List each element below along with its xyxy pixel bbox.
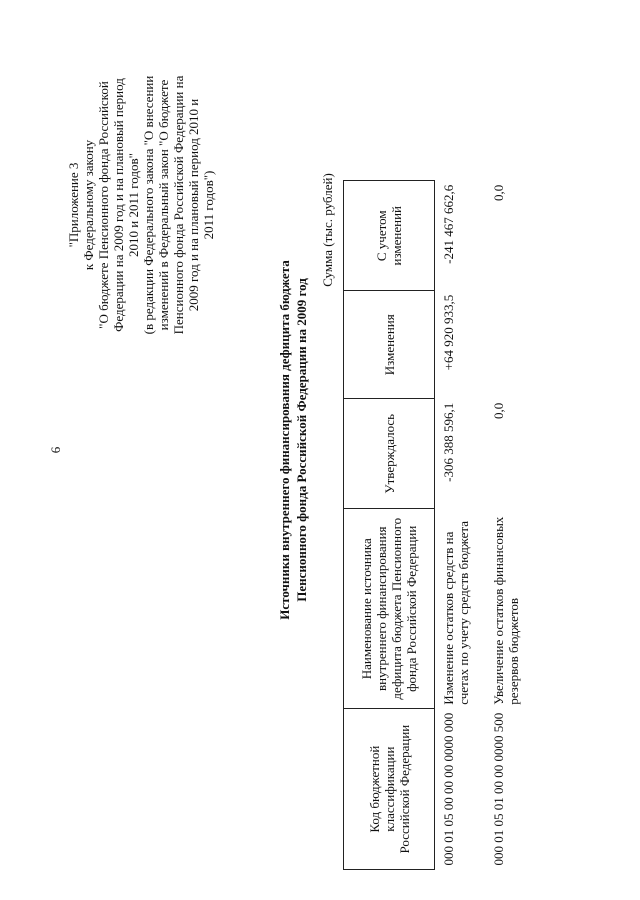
header-changes: Изменения	[344, 291, 435, 399]
cell-changes	[485, 291, 539, 399]
appendix-line: к Федеральному закону	[81, 139, 96, 271]
table-row	[485, 181, 539, 870]
cell-code: 000 01 05 00 00 00 0000 000	[441, 712, 456, 866]
header-approved: Утверждалось	[344, 399, 435, 509]
document-title	[276, 140, 310, 740]
appendix-line: изменений в Федеральный закон "О бюджете	[156, 79, 171, 331]
units-label: Сумма (тыс. рублей)	[320, 173, 335, 287]
table-header-row	[344, 181, 435, 870]
appendix-line: Пенсионного фонда Российской Федерации на	[171, 75, 186, 335]
title-line-1: Источники внутреннего финансирования дефицита бюджета	[277, 260, 292, 620]
cell-with-changes: -241 467 662,6	[441, 184, 456, 264]
appendix-line: 2009 год и на плановый период 2010 и	[186, 98, 201, 312]
page-number: 6	[48, 446, 63, 454]
title-line-2: Пенсионного фонда Российской Федерации на 2009 год	[294, 278, 309, 602]
cell-changes: +64 920 933,5	[441, 294, 456, 371]
budget-table	[343, 180, 539, 870]
appendix-line: 2011 годов")	[201, 170, 216, 240]
header-name: Наименование источника внутреннего финансирования дефицита бюджета Пенсионного фонда Российской Федерации	[344, 509, 435, 709]
cell-approved: -306 388 596,1	[441, 402, 456, 482]
cell-name: Изменение остатков средств на счетах по учету средств бюджета	[441, 521, 471, 705]
cell-code: 000 01 05 01 00 00 0000 500	[491, 712, 506, 866]
header-with-changes: С учетом изменений	[344, 181, 435, 291]
appendix-line: 2010 и 2011 годов"	[126, 153, 141, 257]
appendix-line: (в редакции Федерального закона "О внесении	[141, 75, 156, 335]
header-code: Код бюджетной классификации Российской Федерации	[344, 709, 435, 870]
cell-with-changes: 0,0	[491, 184, 506, 201]
table-row	[435, 181, 486, 870]
appendix-line: Федерации на 2009 год и на плановый период	[111, 78, 126, 332]
appendix-note	[66, 55, 216, 355]
appendix-line: "Приложение 3	[66, 162, 81, 248]
cell-name: Увеличение остатков финансовых резервов бюджетов	[491, 516, 521, 705]
appendix-line: "О бюджете Пенсионного фонда Российской	[96, 81, 111, 329]
cell-approved: 0,0	[491, 402, 506, 419]
